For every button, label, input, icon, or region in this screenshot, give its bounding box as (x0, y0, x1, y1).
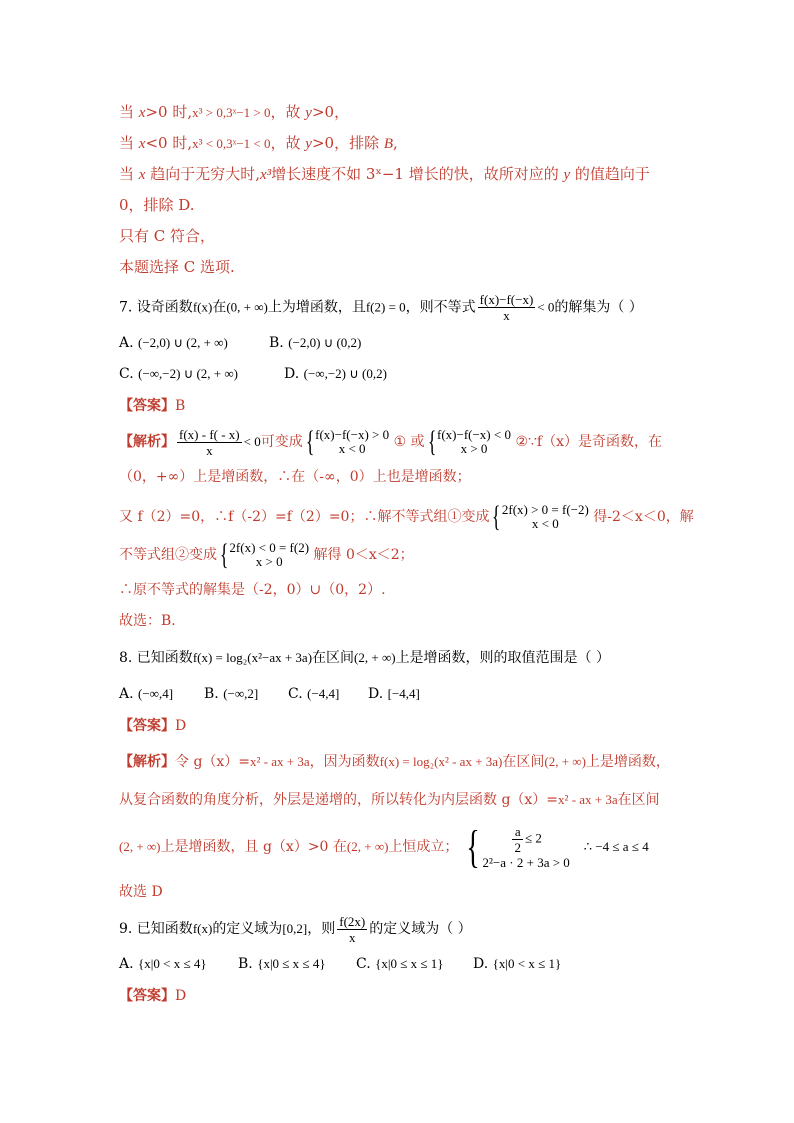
analysis-tag: 【解析】 (119, 434, 175, 450)
option-label: D. (473, 956, 489, 972)
denominator: x (503, 308, 510, 323)
option-label: B. (204, 686, 219, 702)
option-text: (−4,4] (307, 686, 340, 701)
option-label: C. (119, 366, 134, 382)
text: 趋向于无穷大时, (145, 165, 260, 183)
text: 又 f（2）=0，∴f（-2）=f（2）=0；∴解不等式组①变成 (119, 509, 490, 525)
q8-options (119, 684, 420, 704)
math-expr: (2, + ∞) (119, 839, 161, 854)
q9-options (119, 954, 561, 974)
option-label: B. (238, 956, 253, 972)
text: ，则不等式 (405, 299, 476, 316)
text: 的值趋向于 (570, 165, 650, 183)
option-label: C. (356, 956, 371, 972)
option-label: A. (119, 335, 134, 351)
q7-analysis-line-4 (119, 537, 414, 573)
math-expr: (2, + ∞) (544, 754, 586, 769)
math-expr: ∴ −4 ≤ a ≤ 4 (583, 839, 649, 854)
text: 在 (212, 299, 227, 316)
text: 不等式组②变成 (119, 547, 217, 563)
q9-answer (119, 986, 186, 1006)
denominator: 2 (514, 840, 521, 855)
var-y: y (305, 105, 312, 121)
option-letter: B (383, 136, 394, 152)
option-label: D. (368, 686, 384, 702)
text: ，故 (270, 134, 306, 152)
answer-value: D (175, 988, 187, 1004)
option-text: {x|0 ≤ x ≤ 1} (375, 956, 444, 971)
text: 解得 0＜x＜2； (309, 547, 414, 563)
denominator: x (206, 442, 213, 458)
math-expr: < 0 (537, 299, 555, 315)
equation-system: { 2f(x) > 0 = f(−2) x < 0 (492, 500, 589, 533)
math-expr: f(x) (192, 921, 213, 936)
option-text: (−∞,−2) ∪ (0,2) (303, 366, 387, 381)
text: 可变成 (260, 434, 303, 450)
text: <0 时, (145, 134, 193, 152)
text: 当 (119, 103, 139, 121)
var-y: y (305, 136, 312, 152)
system-row: f(x)−f(−x) < 0 (437, 427, 511, 442)
text: 增长速度不如 3ˣ−1 增长的快，故所对应的 (271, 165, 564, 183)
answer-tag: 【答案】 (119, 988, 175, 1004)
text: 上是增函数，则的取值范围是（ ） (395, 650, 611, 666)
text: , (393, 134, 398, 152)
q8-option-b (204, 684, 288, 704)
q8-analysis-line-2 (119, 790, 660, 810)
math-expr: x³ > 0,3ˣ−1 > 0 (192, 105, 271, 120)
answer-value: B (175, 398, 186, 414)
equation-system: { f(x)−f(−x) < 0 x > 0 (427, 425, 511, 458)
system-row: 2²−a · 2 + 3a > 0 (482, 855, 570, 870)
var-x: x (138, 136, 146, 152)
option-label: A. (119, 686, 134, 702)
text: 当 (119, 165, 139, 183)
answer-value: D (175, 718, 187, 734)
equation-system: { $\frac{a}{2}$ ≤ 2 2²−a · 2 + 3a > 0 (466, 821, 570, 872)
text: 上是增函数，且 g（x）>0 在 (160, 839, 347, 855)
q7-stem (119, 292, 643, 323)
option-text: (−2,0) ∪ (0,2) (288, 335, 362, 350)
system-row: x > 0 (255, 554, 283, 569)
q9-option-d (473, 954, 561, 974)
option-text: {x|0 < x ≤ 1} (492, 956, 562, 971)
option-text: (−2,0) ∪ (2, + ∞) (138, 335, 228, 350)
q7-option-a (119, 333, 269, 353)
q8-analysis-line-3 (119, 820, 649, 874)
math-expr: f(x) (192, 299, 213, 315)
math-expr: (2, + ∞) (346, 839, 389, 854)
fraction (512, 824, 523, 855)
text: 上恒成立； (388, 839, 459, 855)
option-text: {x|0 ≤ x ≤ 4} (257, 956, 326, 971)
q7-option-c (119, 364, 284, 384)
circled-number: ② (515, 434, 528, 450)
solution-line-5: 只有 C 符合， (119, 227, 216, 245)
q7-options-row-1 (119, 333, 361, 353)
text: 得-2＜x＜0，解 (588, 509, 694, 525)
numerator: f(x)−f(−x) (479, 292, 534, 307)
math-expr: (0, + ∞) (226, 299, 268, 315)
solution-line-3 (119, 164, 650, 185)
q8-answer (119, 716, 186, 736)
text: 9. 已知函数 (119, 921, 193, 937)
text: >0，排除 (311, 134, 384, 152)
q8-option-d (368, 684, 420, 704)
denominator: x (348, 929, 356, 945)
q9-option-c (356, 954, 473, 974)
text: ，故 (270, 103, 306, 121)
text: 7. 设奇函数 (119, 299, 193, 316)
var-x: x (138, 167, 146, 183)
option-text: (−∞,2] (223, 686, 259, 701)
q7-analysis-line-3 (119, 499, 694, 535)
q7-option-b (269, 333, 361, 353)
system-row: f(x)−f(−x) > 0 (315, 427, 390, 442)
option-label: D. (284, 366, 300, 382)
text: 或 (406, 434, 425, 450)
math-expr: [0,2] (282, 921, 308, 936)
text: 上为增函数，且 (267, 299, 366, 316)
text: 令 g（x）= (175, 754, 251, 770)
q7-options-row-2 (119, 364, 387, 384)
system-row: x < 0 (531, 516, 559, 531)
math-expr: x³ < 0,3ˣ−1 < 0 (192, 136, 271, 151)
math-expr: f(x) = log₂(x² - ax + 3a) (379, 754, 503, 769)
option-label: B. (269, 335, 284, 351)
option-text: {x|0 < x ≤ 4} (138, 956, 207, 971)
text: 从复合函数的角度分析，外层是递增的，所以转化为内层函数 g（x）= (119, 792, 559, 808)
numerator: f(x) - f( - x) (179, 426, 240, 442)
text: >0 时, (145, 103, 193, 121)
fraction (177, 427, 242, 458)
analysis-tag: 【解析】 (119, 754, 175, 770)
q8-option-a (119, 684, 204, 704)
q7-analysis-line-1 (119, 424, 662, 460)
relation: ≤ 2 (524, 830, 542, 846)
text: 上是增函数， (585, 754, 670, 770)
math-expr: f(2) = 0 (365, 299, 406, 315)
solution-line-6: 本题选择 C 选项. (119, 258, 235, 276)
text: ∵f（x）是奇函数，在 (528, 434, 662, 450)
q8-analysis-line-1 (119, 752, 670, 772)
math-expr: f(x) = log₂(x²−ax + 3a) (192, 650, 313, 665)
system-row: 2f(x) > 0 = f(−2) (501, 502, 589, 517)
text: 在区间 (617, 792, 660, 808)
option-text: (−∞,−2) ∪ (2, + ∞) (138, 366, 238, 381)
text: 在区间 (502, 754, 545, 770)
math-expr: x² - ax + 3a (558, 792, 618, 807)
q8-option-c (288, 684, 368, 704)
text: ，则 (307, 921, 336, 937)
var-x: x (138, 105, 146, 121)
option-text: (−∞,4] (138, 686, 174, 701)
q9-option-b (238, 954, 356, 974)
fraction (337, 914, 367, 945)
q7-analysis-line-2: （0，+∞）上是增函数，∴在（-∞，0）上也是增函数； (119, 469, 471, 485)
q7-analysis-line-6: 故选：B. (119, 613, 176, 629)
solution-line-2 (119, 133, 398, 154)
numerator: a (512, 824, 523, 840)
solution-line-1 (119, 102, 349, 123)
fraction (478, 292, 536, 323)
math-expr: < 0 (243, 434, 261, 449)
text: 8. 已知函数 (119, 650, 193, 666)
text: >0， (311, 103, 350, 121)
text: ，因为函数 (309, 754, 380, 770)
system-row: x > 0 (460, 441, 488, 456)
math-expr: (2, + ∞) (354, 650, 396, 665)
text: 在区间 (312, 650, 355, 666)
q9-stem (119, 912, 472, 946)
q9-option-a (119, 954, 238, 974)
q7-option-d (284, 364, 387, 384)
q7-analysis-line-5: ∴原不等式的解集是（-2，0）∪（0，2）. (119, 582, 386, 598)
option-text: [−4,4] (387, 686, 420, 701)
option-label: A. (119, 956, 134, 972)
q8-stem (119, 648, 610, 668)
numerator: f(2x) (339, 913, 366, 929)
text: 的解集为（ ） (554, 299, 643, 316)
system-row: x < 0 (338, 441, 366, 456)
text: 的定义域为（ ） (369, 921, 472, 937)
equation-system: { f(x)−f(−x) > 0 x < 0 (305, 425, 390, 458)
text: 当 (119, 134, 139, 152)
text: 的定义域为 (212, 921, 283, 937)
var-y: y (563, 167, 571, 183)
math-expr: x² - ax + 3a (250, 754, 310, 769)
equation-system: { 2f(x) < 0 = f(2) x > 0 (219, 538, 310, 571)
circled-number: ① (393, 434, 407, 450)
system-row (483, 824, 570, 855)
solution-line-4: 0，排除 D. (119, 196, 195, 214)
q8-analysis-line-4: 故选 D (119, 884, 163, 900)
answer-tag: 【答案】 (119, 718, 175, 734)
math-expr: x³ (260, 167, 272, 183)
system-row: 2f(x) < 0 = f(2) (229, 540, 310, 555)
q7-answer (119, 396, 185, 416)
answer-tag: 【答案】 (119, 398, 175, 414)
option-label: C. (288, 686, 303, 702)
